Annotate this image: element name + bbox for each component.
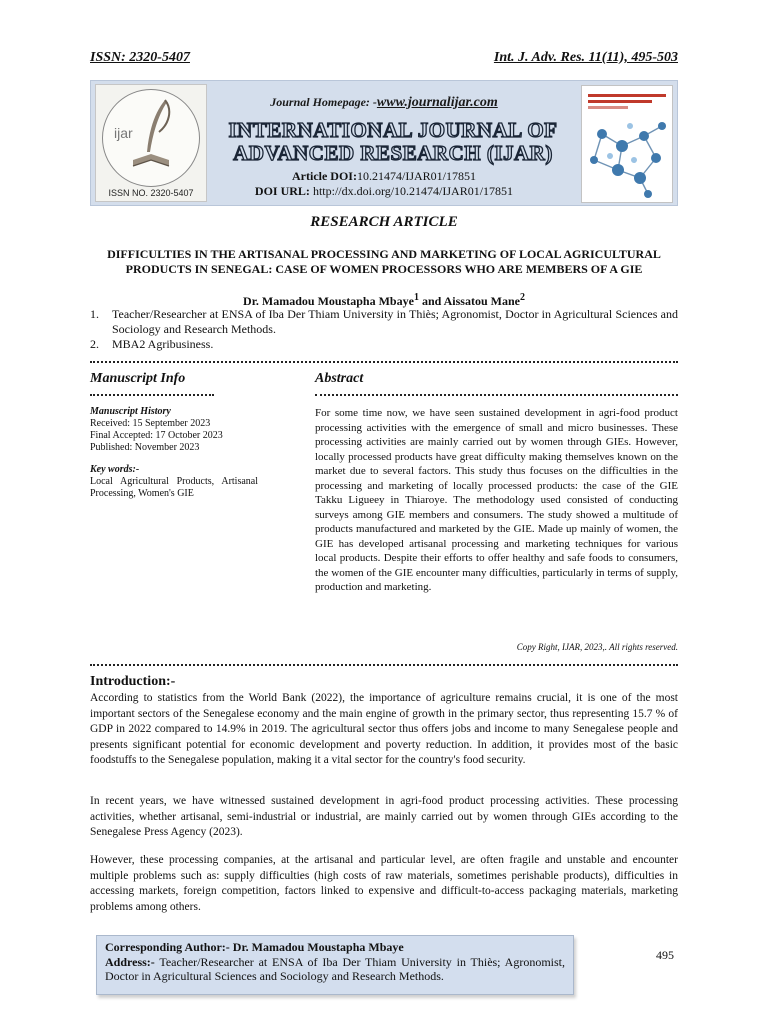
dotted-divider bbox=[90, 664, 678, 668]
affiliation-text: MBA2 Agribusiness. bbox=[112, 337, 214, 351]
citation-text: Int. J. Adv. Res. 11(11), 495-503 bbox=[493, 50, 678, 65]
author-1: Dr. Mamadou Moustapha Mbaye bbox=[243, 294, 414, 308]
author-1-affiliation: 1 bbox=[413, 292, 419, 303]
running-header bbox=[90, 46, 678, 66]
page-number: 495 bbox=[656, 948, 674, 962]
author-joiner: and bbox=[418, 294, 444, 308]
abstract-text: For some time now, we have seen sustained development in agri-food product processing activities with the emergence of small and micro businesses. These processing activities are mainly carried out by women through GIEs. However, locally processed products have great difficulty making themselves known on the market due to several factors. This study thus focuses on the difficulties in the processing and marketing of locally processed products: the case of the GIE Takku Ligueey in Thiaroye. The methodology used consisted of conducting surveys among GIE members and consumers. The study showed a multitude of products manufactured and marketed by the GIE. Made up mainly of women, the GIE has developed artisanal processing and marketing techniques for various local products. Despite their efforts to offer healthy and safe foods to consumers, the women of the GIE encounter many difficulties, particularly in terms of supply, production and marketing. bbox=[315, 407, 678, 593]
homepage-link[interactable]: www.journalijar.com bbox=[376, 95, 498, 110]
journal-name-line2: ADVANCED RESEARCH (IJAR) bbox=[233, 141, 553, 165]
address-text: Teacher/Researcher at ENSA of Iba Der Thiam University in Thiès; Agronomist, Doctor in Agricultural Sciences and Sociology and Research Methods. bbox=[105, 954, 565, 983]
corresponding-author-box bbox=[96, 935, 574, 995]
corresponding-author-heading: Corresponding Author:- Dr. Mamadou Moustapha Mbaye bbox=[105, 940, 404, 954]
affiliation-text: Teacher/Researcher at ENSA of Iba Der Thiam University in Thiès; Agronomist, Doctor in Agricultural Sciences and Sociology and Research Methods. bbox=[112, 307, 678, 336]
journal-name-line1: INTERNATIONAL JOURNAL OF bbox=[228, 118, 558, 142]
logo-wordmark: ijar bbox=[114, 125, 133, 141]
affiliation-item bbox=[90, 307, 678, 337]
corresponding-address bbox=[105, 955, 565, 984]
article-doi-label: Article DOI: bbox=[292, 169, 357, 183]
doi-url-label: DOI URL: bbox=[254, 184, 310, 198]
journal-cover-thumbnail bbox=[581, 85, 673, 203]
keywords-heading: Key words:- bbox=[90, 464, 140, 475]
affiliation-item bbox=[90, 337, 678, 352]
affiliation-number: 2. bbox=[90, 337, 99, 351]
abstract-heading: Abstract bbox=[315, 371, 364, 386]
molecule-icon bbox=[582, 86, 673, 203]
affiliation-number: 1. bbox=[90, 307, 99, 321]
dotted-divider bbox=[90, 394, 214, 396]
journal-banner bbox=[90, 80, 678, 206]
introduction-heading: Introduction:- bbox=[90, 674, 176, 689]
article-type: RESEARCH ARTICLE bbox=[310, 214, 458, 230]
journal-name bbox=[209, 119, 577, 165]
address-label: Address:- bbox=[105, 954, 155, 969]
intro-paragraph: However, these processing companies, at the artisanal and particular level, are often fragile and unstable and encounter multiple problems such as: supply difficulties (high costs of raw materials, sometimes perishable products), difficulties in accessing markets, foreign competition, factors linked to expensive and difficult-to-access packaging materials, marketing problems among others. bbox=[90, 854, 678, 913]
received-date: Received: 15 September 2023 bbox=[90, 418, 211, 429]
keywords: Local Agricultural Products, Artisanal Processing, Women's GIE bbox=[90, 476, 258, 499]
homepage-label: Journal Homepage: - bbox=[270, 95, 377, 109]
doi-url-link[interactable]: http://dx.doi.org/10.21474/IJAR01/17851 bbox=[312, 184, 514, 198]
logo-issn: ISSN NO. 2320-5407 bbox=[108, 188, 194, 198]
manuscript-info-heading: Manuscript Info bbox=[90, 371, 186, 386]
author-2-affiliation: 2 bbox=[519, 292, 525, 303]
author-2: Aissatou Mane bbox=[443, 294, 520, 308]
issn-text: ISSN: 2320-5407 bbox=[90, 50, 190, 65]
intro-paragraph: According to statistics from the World Bank (2022), the importance of agriculture remains crucial, it is one of the most important sectors of the Senegalese economy and the main engine of growth in the primary sector, thus representing 15.7 % of GDP in 2022 compared to 14.9% in 2019. The agricultural sector thus offers jobs and income to many Senegalese people and presents significant potential for economic development and poverty reduction. In addition, it provides most of the basic foodstuffs to the Senegalese population, making it a vital sector for the country's food security. bbox=[90, 692, 678, 766]
article-doi-value[interactable]: 10.21474/IJAR01/17851 bbox=[356, 169, 476, 183]
copyright-notice: Copy Right, IJAR, 2023,. All rights reserved. bbox=[516, 642, 678, 652]
dotted-divider bbox=[315, 394, 678, 396]
intro-paragraph: In recent years, we have witnessed sustained development in agri-food product processing activities. These processing activities, whether artisanal, semi-industrial or industrial, are mainly carried out by women through GIEs according to the Senegalese Press Agency (2023). bbox=[90, 795, 678, 838]
affiliations bbox=[90, 307, 678, 352]
history-heading: Manuscript History bbox=[90, 406, 171, 417]
dotted-divider bbox=[90, 361, 678, 365]
accepted-date: Final Accepted: 17 October 2023 bbox=[90, 430, 223, 441]
published-date: Published: November 2023 bbox=[90, 442, 200, 453]
paper-title: DIFFICULTIES IN THE ARTISANAL PROCESSING AND MARKETING OF LOCAL AGRICULTURAL PRODUCTS IN SENEGAL: CASE OF WOMEN PROCESSORS WHO ARE MEMBERS OF A GIE bbox=[107, 247, 661, 276]
manuscript-info bbox=[90, 406, 270, 500]
